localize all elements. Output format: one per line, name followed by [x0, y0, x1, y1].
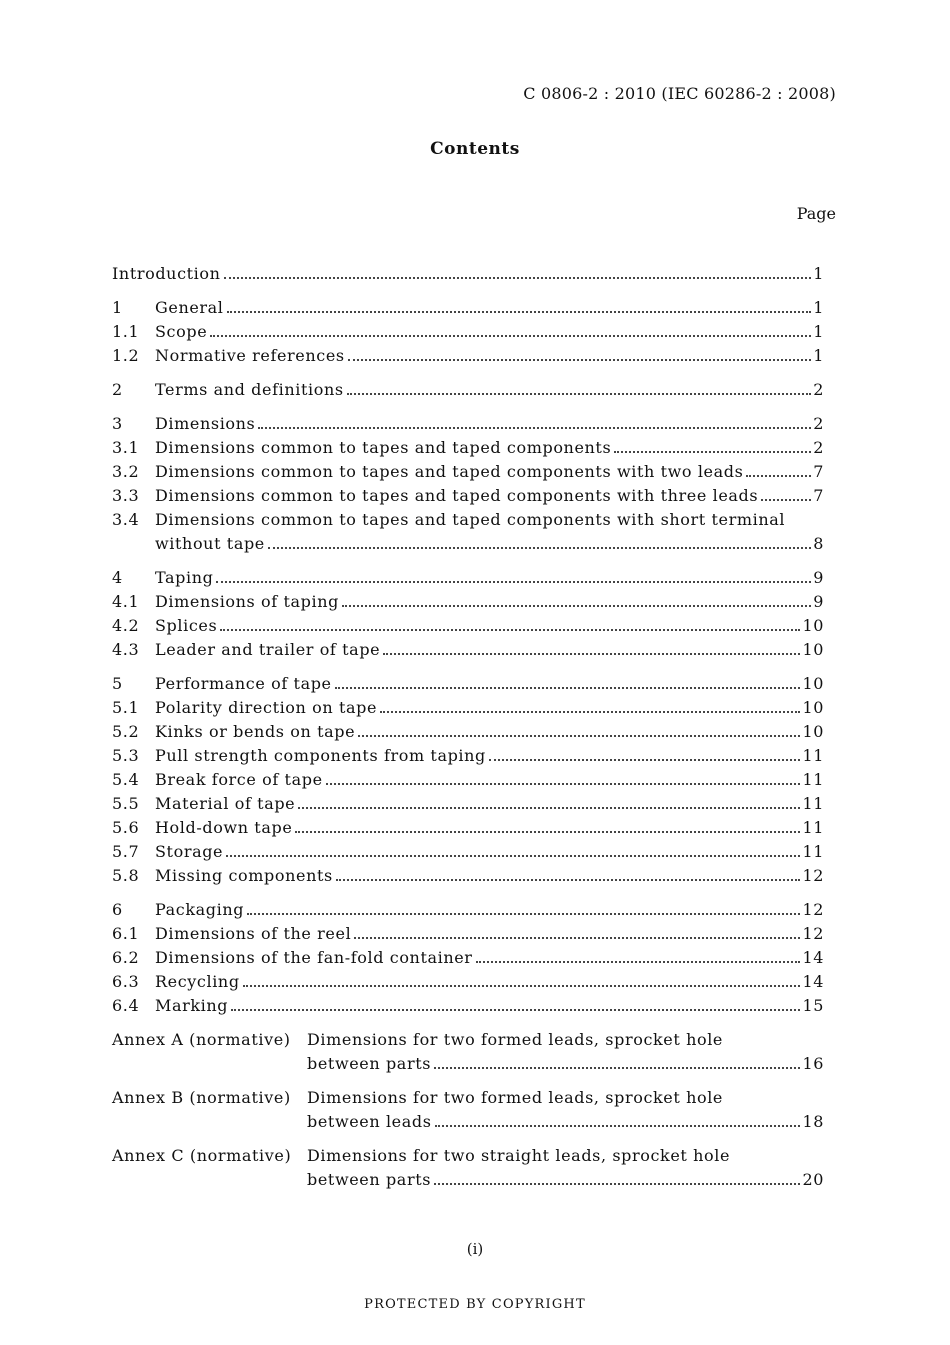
- toc-entry[interactable]: 5.7 Storage 11: [112, 842, 824, 861]
- toc-group-annex-b: [112, 1088, 824, 1136]
- toc-entry-continuation[interactable]: between parts 20: [307, 1170, 824, 1189]
- toc-entry[interactable]: 6.3 Recycling 14: [112, 972, 824, 991]
- dot-leader: [247, 913, 800, 915]
- dot-leader: [761, 499, 811, 501]
- dot-leader: [243, 985, 801, 987]
- toc-entry[interactable]: 6.4 Marking 15: [112, 996, 824, 1015]
- page-column-label: Page: [796, 204, 836, 223]
- dot-leader: [614, 451, 811, 453]
- toc-entry-continuation[interactable]: between leads 18: [307, 1112, 824, 1131]
- toc-entry[interactable]: 5.3 Pull strength components from taping 11: [112, 746, 824, 765]
- toc-entry-annex[interactable]: Annex B (normative) Dimensions for two formed leads, sprocket hole: [112, 1088, 724, 1107]
- dot-leader: [335, 687, 801, 689]
- toc-group-1: [112, 298, 824, 370]
- toc-entry-continuation[interactable]: between parts 16: [307, 1054, 824, 1073]
- toc-entry-continuation[interactable]: without tape 8: [155, 534, 824, 553]
- dot-leader: [210, 335, 811, 337]
- toc-entry[interactable]: 5.6 Hold-down tape 11: [112, 818, 824, 837]
- dot-leader: [258, 427, 811, 429]
- toc-entry[interactable]: 5.5 Material of tape 11: [112, 794, 824, 813]
- dot-leader: [336, 879, 801, 881]
- toc-entry[interactable]: 6 Packaging 12: [112, 900, 824, 919]
- toc-entry[interactable]: 5.1 Polarity direction on tape 10: [112, 698, 824, 717]
- page-number: (i): [466, 1240, 484, 1258]
- dot-leader: [295, 831, 800, 833]
- dot-leader: [746, 475, 811, 477]
- toc-entry[interactable]: 3.2 Dimensions common to tapes and taped components with two leads 7: [112, 462, 824, 481]
- dot-leader: [226, 855, 800, 857]
- dot-leader: [268, 547, 811, 549]
- dot-leader: [476, 961, 801, 963]
- toc-entry[interactable]: 3.1 Dimensions common to tapes and taped components 2: [112, 438, 824, 457]
- dot-leader: [354, 937, 800, 939]
- dot-leader: [348, 359, 812, 361]
- dot-leader: [220, 629, 800, 631]
- dot-leader: [380, 711, 800, 713]
- toc-entry[interactable]: 2 Terms and definitions 2: [112, 380, 824, 399]
- toc-entry[interactable]: 5 Performance of tape 10: [112, 674, 824, 693]
- dot-leader: [434, 1183, 800, 1185]
- toc-entry[interactable]: 4.1 Dimensions of taping 9: [112, 592, 824, 611]
- copyright-notice: PROTECTED BY COPYRIGHT: [364, 1297, 586, 1312]
- dot-leader: [383, 653, 800, 655]
- toc-entry[interactable]: 4.2 Splices 10: [112, 616, 824, 635]
- toc-entry[interactable]: Introduction 1: [112, 264, 824, 283]
- toc-entry[interactable]: 1 General 1: [112, 298, 824, 317]
- toc-entry[interactable]: 1.1 Scope 1: [112, 322, 824, 341]
- toc-entry[interactable]: 5.2 Kinks or bends on tape 10: [112, 722, 824, 741]
- table-of-contents: [112, 264, 824, 1204]
- toc-entry[interactable]: 6.2 Dimensions of the fan-fold container 14: [112, 948, 824, 967]
- page-title: Contents: [430, 139, 520, 159]
- toc-entry[interactable]: 3.3 Dimensions common to tapes and taped components with three leads 7: [112, 486, 824, 505]
- toc-entry[interactable]: 4.3 Leader and trailer of tape 10: [112, 640, 824, 659]
- toc-group-3: [112, 414, 824, 558]
- toc-group-annex-c: [112, 1146, 824, 1194]
- dot-leader: [347, 393, 812, 395]
- toc-entry[interactable]: 3 Dimensions 2: [112, 414, 824, 433]
- dot-leader: [358, 735, 800, 737]
- document-header: C 0806-2 : 2010 (IEC 60286-2 : 2008): [523, 84, 836, 103]
- dot-leader: [326, 783, 801, 785]
- toc-group-5: [112, 674, 824, 890]
- toc-entry[interactable]: 5.4 Break force of tape 11: [112, 770, 824, 789]
- dot-leader: [434, 1067, 800, 1069]
- toc-entry[interactable]: 1.2 Normative references 1: [112, 346, 824, 365]
- toc-entry-annex[interactable]: Annex C (normative) Dimensions for two straight leads, sprocket hole: [112, 1146, 731, 1165]
- toc-group-annex-a: [112, 1030, 824, 1078]
- toc-entry[interactable]: 6.1 Dimensions of the reel 12: [112, 924, 824, 943]
- toc-entry[interactable]: 3.4 Dimensions common to tapes and taped components with short terminal: [112, 510, 786, 529]
- dot-leader: [224, 277, 812, 279]
- dot-leader: [342, 605, 811, 607]
- toc-group-2: [112, 380, 824, 404]
- dot-leader: [231, 1009, 800, 1011]
- dot-leader: [489, 759, 801, 761]
- toc-entry[interactable]: 5.8 Missing components 12: [112, 866, 824, 885]
- toc-group-4: [112, 568, 824, 664]
- toc-group-6: [112, 900, 824, 1020]
- toc-group-intro: [112, 264, 824, 288]
- dot-leader: [298, 807, 800, 809]
- toc-entry[interactable]: 4 Taping 9: [112, 568, 824, 587]
- dot-leader: [216, 581, 811, 583]
- dot-leader: [227, 311, 812, 313]
- dot-leader: [435, 1125, 801, 1127]
- toc-entry-annex[interactable]: Annex A (normative) Dimensions for two formed leads, sprocket hole: [112, 1030, 724, 1049]
